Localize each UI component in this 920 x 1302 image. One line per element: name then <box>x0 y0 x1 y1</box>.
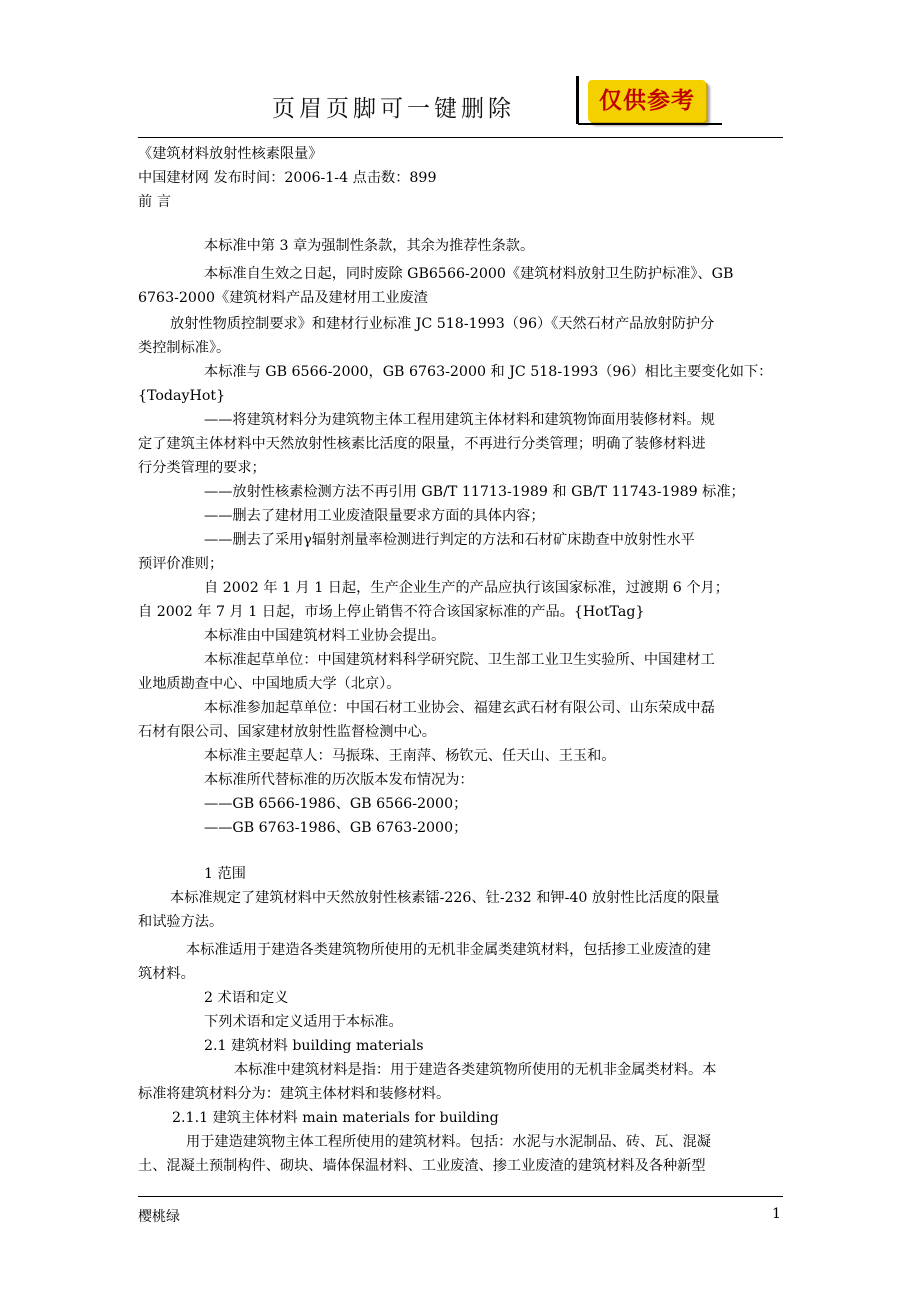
body-line: 行分类管理的要求； <box>138 460 266 476</box>
body-line: ——放射性核素检测方法不再引用 GB/T 11713-1989 和 GB/T 11743-1989 标准； <box>204 484 745 500</box>
body-line: 放射性物质控制要求》和建材行业标准 JC 518-1993（96）《天然石材产品放射防护分 <box>170 316 715 332</box>
page-number: 1 <box>772 1206 781 1222</box>
body-line: ——将建筑材料分为建筑物主体工程用建筑主体材料和建筑物饰面用装修材料。规 <box>204 412 715 428</box>
section-heading: 1 范围 <box>204 866 246 882</box>
reference-only-stamp: 仅供参考 <box>588 80 706 122</box>
body-line: 类控制标准》。 <box>138 340 231 356</box>
subsection-heading: 2.1 建筑材料 building materials <box>204 1038 424 1054</box>
body-line: 本标准与 GB 6566-2000，GB 6763-2000 和 JC 518-1993（96）相比主要变化如下： <box>204 364 773 380</box>
footer-label: 樱桃绿 <box>138 1209 180 1225</box>
body-line: ——删去了建材用工业废渣限量要求方面的具体内容； <box>204 508 545 524</box>
body-line: 本标准自生效之日起，同时废除 GB6566-2000《建筑材料放射卫生防护标准》、GB <box>204 266 734 282</box>
body-line: 预评价准则； <box>138 556 224 572</box>
body-line: 本标准适用于建造各类建筑物所使用的无机非金属类建筑材料，包括掺工业废渣的建 <box>186 942 711 958</box>
doc-title: 《建筑材料放射性核素限量》 <box>138 146 323 162</box>
body-line: 本标准规定了建筑材料中天然放射性核素镭-226、钍-232 和钾-40 放射性比活度的限量 <box>170 890 720 906</box>
body-line: 本标准起草单位：中国建筑材料科学研究院、卫生部工业卫生实验所、中国建材工 <box>204 652 715 668</box>
body-line: 本标准中建筑材料是指：用于建造各类建筑物所使用的无机非金属类材料。本 <box>234 1062 717 1078</box>
header-rule <box>138 137 783 138</box>
body-line: {TodayHot} <box>138 388 226 404</box>
body-line: 筑材料。 <box>138 966 195 982</box>
body-line: ——删去了采用γ辐射剂量率检测进行判定的方法和石材矿床勘查中放射性水平 <box>204 532 695 548</box>
header-underline <box>578 123 722 125</box>
subsection-heading: 2.1.1 建筑主体材料 main materials for building <box>172 1110 499 1126</box>
body-line: 自 2002 年 1 月 1 日起，生产企业生产的产品应执行该国家标准，过渡期 6 个月； <box>204 580 729 596</box>
section-heading: 2 术语和定义 <box>204 990 289 1006</box>
body-line: 下列术语和定义适用于本标准。 <box>204 1014 403 1030</box>
body-line: 业地质勘查中心、中国地质大学（北京）。 <box>138 676 401 692</box>
body-line: 石材有限公司、国家建材放射性监督检测中心。 <box>138 724 436 740</box>
body-line: 本标准所代替标准的历次版本发布情况为： <box>204 772 474 788</box>
body-line: ——GB 6566-1986、GB 6566-2000； <box>204 796 468 812</box>
body-line: ——GB 6763-1986、GB 6763-2000； <box>204 820 468 836</box>
body-line: 标准将建筑材料分为：建筑主体材料和装修材料。 <box>138 1086 451 1102</box>
body-line: 和试验方法。 <box>138 914 224 930</box>
body-line: 用于建造建筑物主体工程所使用的建筑材料。包括：水泥与水泥制品、砖、瓦、混凝 <box>186 1134 711 1150</box>
body-line: 6763-2000《建筑材料产品及建材用工业废渣 <box>138 290 428 306</box>
footer-rule <box>138 1196 783 1197</box>
body-line: 本标准中第 3 章为强制性条款，其余为推荐性条款。 <box>204 238 535 254</box>
header-divider <box>576 76 579 124</box>
body-line: 自 2002 年 7 月 1 日起，市场上停止销售不符合该国家标准的产品。{HotTag} <box>138 604 645 620</box>
body-line: 本标准主要起草人：马振珠、王南萍、杨钦元、任天山、王玉和。 <box>204 748 616 764</box>
doc-meta: 中国建材网 发布时间：2006-1-4 点击数：899 <box>138 170 437 186</box>
body-line: 土、混凝土预制构件、砌块、墙体保温材料、工业废渣、掺工业废渣的建筑材料及各种新型 <box>138 1158 706 1174</box>
body-line: 定了建筑主体材料中天然放射性核素比活度的限量，不再进行分类管理；明确了装修材料进 <box>138 436 706 452</box>
body-line: 本标准参加起草单位：中国石材工业协会、福建玄武石材有限公司、山东荣成中磊 <box>204 700 715 716</box>
preface-heading: 前 言 <box>138 194 171 210</box>
body-line: 本标准由中国建筑材料工业协会提出。 <box>204 628 446 644</box>
header-watermark-title: 页眉页脚可一键删除 <box>272 96 515 122</box>
